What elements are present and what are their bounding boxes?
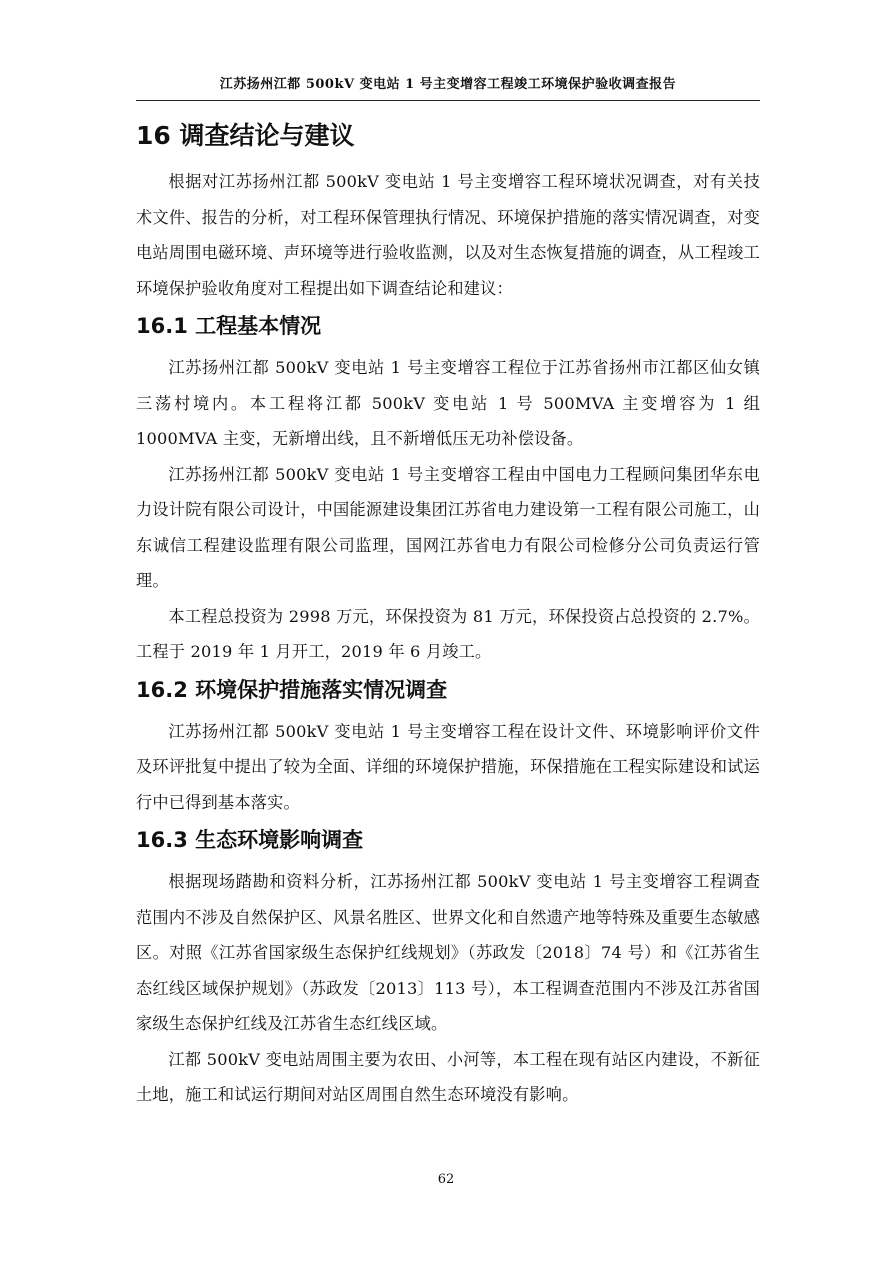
running-header: 江苏扬州江都 500kV 变电站 1 号主变增容工程竣工环境保护验收调查报告 (219, 77, 677, 92)
section-16-3-paragraph-1: 根据现场踏勘和资料分析，江苏扬州江都 500kV 变电站 1 号主变增容工程调查范围内不涉及自然保护区、风景名胜区、世界文化和自然遗产地等特殊及重要生态敏感区。对照《江苏省国家级生态保护红线规划》（苏政发〔2018〕74 号）和《江苏省生态红线区域保护规划》（苏政发〔2013〕113 号），本工程调查范围内不涉及江苏省国家级生态保护红线及江苏省生态红线区域。 (136, 872, 760, 1033)
section-16-1-paragraph-1: 江苏扬州江都 500kV 变电站 1 号主变增容工程位于江苏省扬州市江都区仙女镇三荡村境内。本工程将江都 500kV 变电站 1 号 500MVA 主变增容为 1 组 1000MVA 主变，无新增出线，且不新增低压无功补偿设备。 (136, 358, 760, 448)
section-16-1-paragraph-3: 本工程总投资为 2998 万元，环保投资为 81 万元，环保投资占总投资的 2.7%。工程于 2019 年 1 月开工，2019 年 6 月竣工。 (136, 606, 760, 661)
header-divider (136, 100, 760, 101)
section-16-1-paragraph-2: 江苏扬州江都 500kV 变电站 1 号主变增容工程由中国电力工程顾问集团华东电力设计院有限公司设计，中国能源建设集团江苏省电力建设第一工程有限公司施工，山东诚信工程建设监理有限公司监理，国网江苏省电力有限公司检修分公司负责运行管理。 (136, 464, 760, 590)
section-16-3-paragraph-2: 江都 500kV 变电站周围主要为农田、小河等，本工程在现有站区内建设，不新征土地，施工和试运行期间对站区周围自然生态环境没有影响。 (136, 1049, 760, 1104)
section-title-16-3: 16.3 生态环境影响调查 (136, 828, 364, 852)
page-body (136, 108, 760, 1113)
chapter-title: 16 调查结论与建议 (136, 121, 355, 150)
section-title-16-2: 16.2 环境保护措施落实情况调查 (136, 677, 448, 702)
section-16-2-paragraph-1: 江苏扬州江都 500kV 变电站 1 号主变增容工程在设计文件、环境影响评价文件及环评批复中提出了较为全面、详细的环境保护措施，环保措施在工程实际建设和试运行中已得到基本落实。 (136, 721, 760, 812)
page-number: 62 (437, 1172, 455, 1187)
section-title-16-1: 16.1 工程基本情况 (136, 314, 322, 338)
chapter-intro-paragraph: 根据对江苏扬州江都 500kV 变电站 1 号主变增容工程环境状况调查，对有关技术文件、报告的分析，对工程环保管理执行情况、环境保护措施的落实情况调查，对变电站周围电磁环境、声环境等进行验收监测，以及对生态恢复措施的调查，从工程竣工环境保护验收角度对工程提出如下调查结论和建议： (136, 172, 760, 298)
